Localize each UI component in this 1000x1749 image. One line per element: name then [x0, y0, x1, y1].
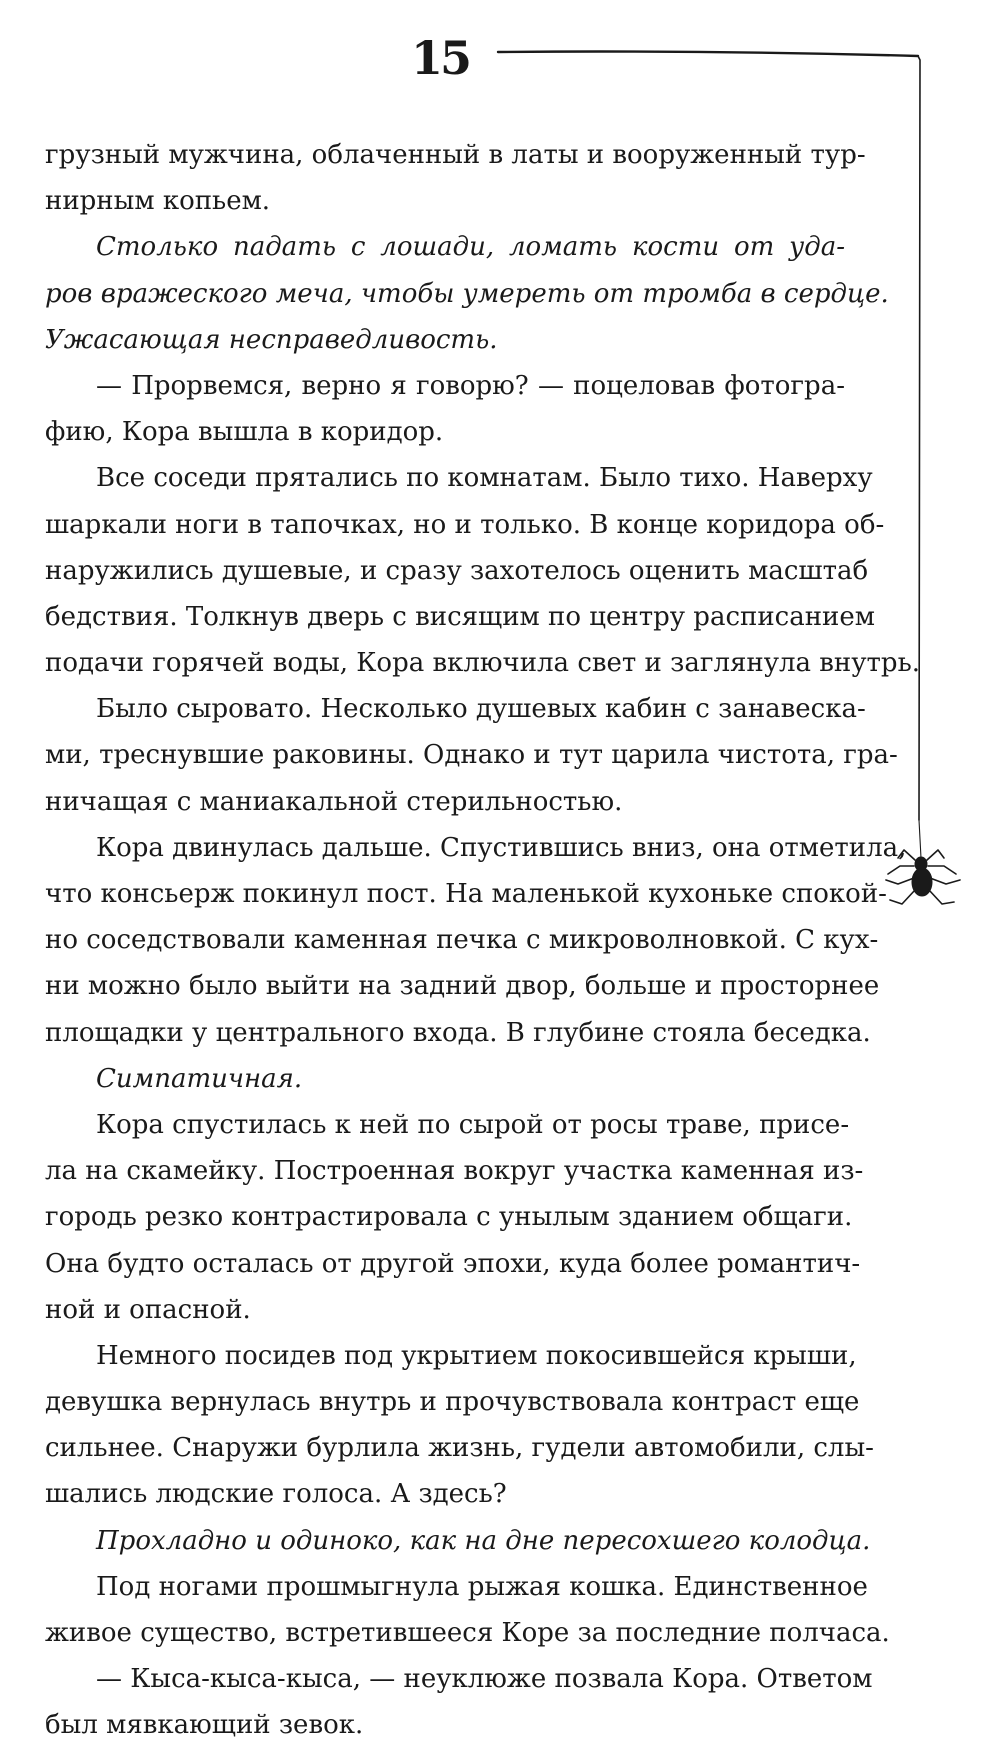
- text-line: Она будто осталась от другой эпохи, куда более романтич-: [45, 1248, 861, 1279]
- text-line: ничащая с маниакальной стерильностью.: [45, 786, 623, 817]
- text-line: Было сыровато. Несколько душевых кабин с занавеска-: [96, 694, 866, 725]
- text-line: девушка вернулась внутрь и прочувствовала контраст еще: [45, 1387, 860, 1418]
- text-line: — Прорвемся, верно я говорю? — поцеловав фотогра-: [96, 370, 845, 401]
- text-line: шались людские голоса. А здесь?: [45, 1479, 507, 1510]
- italic-text-line: ров вражеского меча, чтобы умереть от тромба в сердце.: [45, 278, 889, 309]
- text-line: фию, Кора вышла в коридор.: [45, 417, 444, 448]
- page-number: 15: [410, 31, 469, 85]
- text-line: подачи горячей воды, Кора включила свет и заглянула внутрь.: [45, 648, 920, 679]
- text-line: шаркали ноги в тапочках, но и только. В конце коридора об-: [45, 509, 885, 540]
- text-line: ла на скамейку. Построенная вокруг участка каменная из-: [45, 1156, 864, 1187]
- text-line: грузный мужчина, облаченный в латы и вооруженный тур-: [45, 140, 866, 170]
- text-line: бедствия. Толкнув дверь с висящим по центру расписанием: [45, 601, 875, 632]
- text-line: наружились душевые, и сразу захотелось оценить масштаб: [45, 555, 869, 586]
- text-line: площадки у центрального входа. В глубине стояла беседка.: [45, 1017, 871, 1048]
- italic-text-line: Столько падать с лошади, ломать кости от уда-: [96, 232, 845, 263]
- text-line: Все соседи прятались по комнатам. Было тихо. Наверху: [96, 463, 873, 494]
- italic-text-line: Ужасающая несправедливость.: [45, 324, 498, 355]
- text-line: ной и опасной.: [45, 1294, 251, 1325]
- text-line: Кора двинулась дальше. Спустившись вниз, она отметила,: [96, 832, 907, 863]
- text-line: был мявкающий зевок.: [45, 1710, 364, 1741]
- text-line: нирным копьем.: [45, 186, 271, 217]
- italic-text-line: Прохладно и одиноко, как на дне пересохшего колодца.: [96, 1525, 871, 1556]
- text-line: ни можно было выйти на задний двор, больше и просторнее: [45, 971, 880, 1002]
- text-line: но соседствовали каменная печка с микроволновкой. С кух-: [45, 925, 879, 956]
- text-line: ми, треснувшие раковины. Однако и тут царила чистота, гра-: [45, 740, 898, 771]
- text-line: — Кыса-кыса-кыса, — неуклюже позвала Кора. Ответом: [96, 1664, 873, 1695]
- text-line: Кора спустилась к ней по сырой от росы траве, присе-: [96, 1109, 850, 1140]
- text-line: сильнее. Снаружи бурлила жизнь, гудели автомобили, слы-: [45, 1433, 874, 1464]
- text-line: Немного посидев под укрытием покосившейся крыши,: [96, 1340, 857, 1371]
- text-line: Под ногами прошмыгнула рыжая кошка. Единственное: [96, 1571, 868, 1602]
- text-column: [45, 132, 920, 1749]
- text-line: что консьерж покинул пост. На маленькой кухоньке спокой-: [45, 879, 887, 909]
- text-line: городь резко контрастировала с унылым зданием общаги.: [45, 1202, 853, 1233]
- italic-text-line: Симпатичная.: [96, 1063, 303, 1094]
- text-line: живое существо, встретившееся Коре за последние полчаса.: [45, 1618, 890, 1648]
